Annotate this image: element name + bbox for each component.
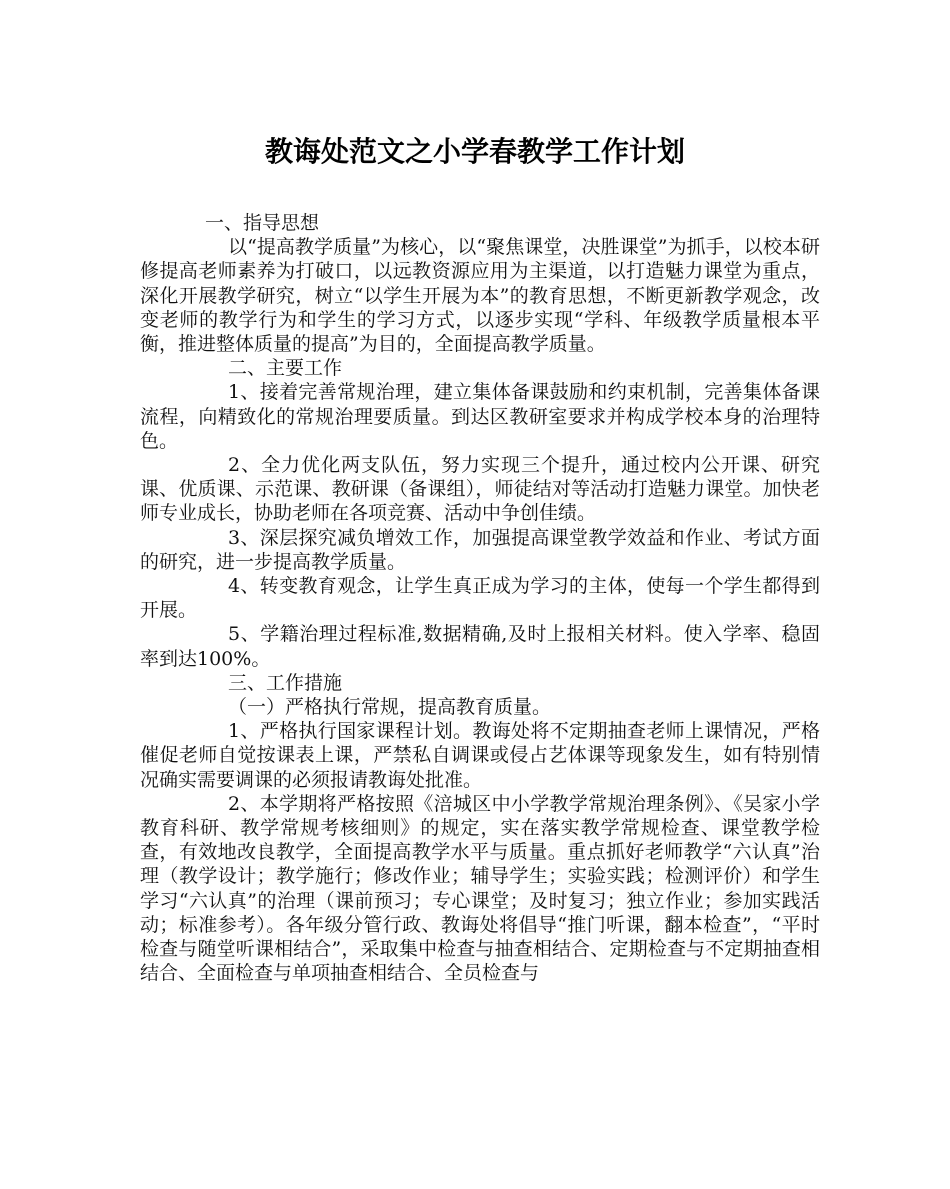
paragraph-main-work-2: 2、全力优化两支队伍，努力实现三个提升，通过校内公开课、研究课、优质课、示范课、教研课（备课组），师徒结对等活动打造魅力课堂。加快老师专业成长，协助老师在各项竞赛、活动中争创佳绩。	[140, 454, 820, 525]
section-heading-measures: 三、工作措施	[228, 671, 343, 694]
subsection-heading-routine: （一）严格执行常规，提高教育质量。	[228, 696, 552, 719]
paragraph-main-work-5: 5、学籍治理过程标准,数据精确,及时上报相关材料。使入学率、稳固率到达100%。	[140, 623, 820, 670]
paragraph-main-work-1: 1、接着完善常规治理，建立集体备课鼓励和约束机制，完善集体备课流程，向精致化的常规治理要质量。到达区教研室要求并构成学校本身的治理特色。	[140, 381, 820, 452]
paragraph-measures-2: 2、本学期将严格按照《涪城区中小学教学常规治理条例》、《吴家小学教育科研、教学常规考核细则》的规定，实在落实教学常规检查、课堂教学检查，有效地改良教学，全面提高教学水平与质量。重点抓好老师教学“六认真”治理（教学设计；教学施行；修改作业；辅导学生；实验实践；检测评价）和学生学习“六认真”的治理（课前预习；专心课堂；及时复习；独立作业；参加实践活动；标准参考）。各年级分管行政、教诲处将倡导“推门听课，翻本检查”，“平时检查与随堂听课相结合”，采取集中检查与抽查相结合、定期检查与不定期抽查相结合、全面检查与单项抽查相结合、全员检查与	[140, 792, 820, 985]
document-title: 教诲处范文之小学春教学工作计划	[264, 135, 685, 168]
paragraph-guiding-ideology: 以“提高教学质量”为核心，以“聚焦课堂，决胜课堂”为抓手，以校本研修提高老师素养为打破口，以远教资源应用为主渠道，以打造魅力课堂为重点，深化开展教学研究，树立“以学生开展为本”的教育思想，不断更新教学观念，改变老师的教学行为和学生的学习方式，以逐步实现“学科、年级教学质量根本平衡，推进整体质量的提高”为目的，全面提高教学质量。	[140, 236, 820, 356]
section-heading-main-work: 二、主要工作	[228, 357, 343, 380]
document-body	[140, 211, 820, 986]
paragraph-main-work-4: 4、转变教育观念，让学生真正成为学习的主体，使每一个学生都得到开展。	[140, 575, 820, 622]
section-heading-guiding-ideology: 一、指导思想	[205, 212, 320, 234]
paragraph-main-work-3: 3、深层探究减负增效工作，加强提高课堂教学效益和作业、考试方面的研究，进一步提高教学质量。	[140, 526, 820, 573]
paragraph-measures-1: 1、严格执行国家课程计划。教诲处将不定期抽查老师上课情况，严格催促老师自觉按课表上课，严禁私自调课或侵占艺体课等现象发生，如有特别情况确实需要调课的必须报请教诲处批准。	[140, 720, 820, 791]
